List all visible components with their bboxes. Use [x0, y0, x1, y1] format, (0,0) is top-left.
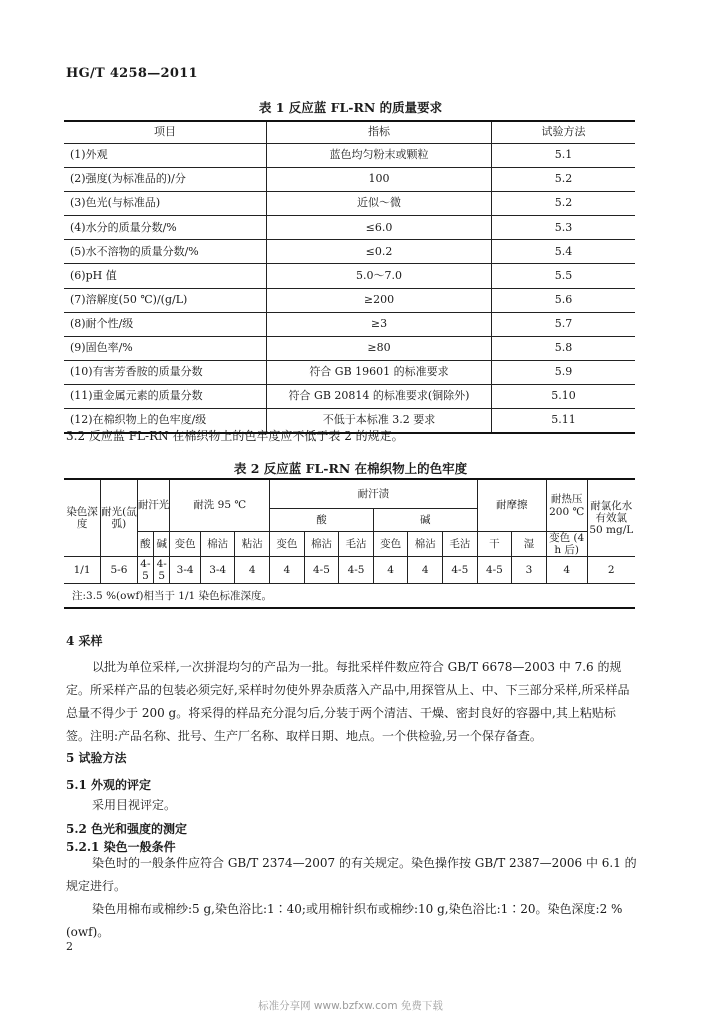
table-row	[64, 240, 635, 264]
table1-caption: 表 1 反应蓝 FL-RN 的质量要求	[258, 100, 443, 115]
table2-note: 注:3.5 %(owf)相当于 1/1 染色标准深度。	[64, 584, 635, 609]
col-header-index: 指标	[267, 121, 492, 144]
head-wet: 湿	[512, 532, 547, 557]
row-index: ≥200	[267, 288, 492, 312]
head-sub-acid: 酸	[137, 532, 153, 557]
row-item: (2)强度(为标准品的)/分	[64, 168, 267, 192]
head-alkali: 碱	[373, 509, 477, 532]
table2-note-row	[64, 584, 635, 609]
head-dry: 干	[477, 532, 512, 557]
head-stain: 粘沾	[235, 532, 270, 557]
head-wool-stain: 毛沾	[339, 532, 374, 557]
cell: 4-5	[339, 557, 374, 584]
col-header-item: 项目	[64, 121, 267, 144]
cell: 4	[546, 557, 587, 584]
head-perspiration: 耐汗渍	[270, 479, 478, 509]
section-5-2-heading: 5.2 色光和强度的测定	[66, 822, 188, 836]
colour-fastness-table	[64, 478, 635, 609]
row-item: (1)外观	[64, 144, 267, 168]
head-cotton-stain: 棉沾	[200, 532, 235, 557]
row-method: 5.7	[492, 312, 636, 336]
row-index: 符合 GB 19601 的标准要求	[267, 360, 492, 384]
head-light: 耐光(氙弧)	[101, 479, 138, 557]
row-item: (12)在棉织物上的色牢度/级	[64, 409, 267, 434]
head-dye-depth: 染色深度	[64, 479, 101, 557]
row-index: ≥3	[267, 312, 492, 336]
table-row	[64, 288, 635, 312]
table-row	[64, 144, 635, 168]
row-method: 5.10	[492, 384, 636, 408]
row-item: (8)耐个性/级	[64, 312, 267, 336]
cell: 4	[408, 557, 443, 584]
cell: 5-6	[101, 557, 138, 584]
watermark: 标准分享网 www.bzfxw.com 免费下载	[258, 1000, 443, 1012]
head-chlorine: 耐氯化水 有效氯 50 mg/L	[587, 479, 635, 557]
row-index: ≤6.0	[267, 216, 492, 240]
cell: 3-4	[200, 557, 235, 584]
quality-requirements-table	[64, 120, 635, 434]
table-header-row	[64, 121, 635, 144]
row-item: (5)水不溶物的质量分数/%	[64, 240, 267, 264]
cell: 4	[235, 557, 270, 584]
section-5-2-1-paragraph-2: 染色用棉布或棉纱:5 g,染色浴比:1∶40;或用棉针织布或棉纱:10 g,染色浴比:1∶20。染色深度:2 %(owf)。	[66, 902, 623, 939]
row-item: (7)溶解度(50 ℃)/(g/L)	[64, 288, 267, 312]
row-item: (6)pH 值	[64, 264, 267, 288]
head-ironing: 耐汗光	[137, 479, 170, 532]
page-number: 2	[66, 940, 73, 953]
section-5-2-1-heading: 5.2.1 染色一般条件	[66, 840, 176, 854]
cell: 4-5	[443, 557, 478, 584]
head-acid: 酸	[270, 509, 374, 532]
row-index: 5.0～7.0	[267, 264, 492, 288]
cell: 4-5	[137, 557, 153, 584]
cell: 4	[270, 557, 305, 584]
row-index: 近似～微	[267, 192, 492, 216]
row-index: 100	[267, 168, 492, 192]
row-method: 5.11	[492, 409, 636, 434]
row-method: 5.1	[492, 144, 636, 168]
row-index: ≥80	[267, 336, 492, 360]
table-row	[64, 264, 635, 288]
row-index: ≤0.2	[267, 240, 492, 264]
section-4-paragraph: 以批为单位采样,一次拼混均匀的产品为一批。每批采样件数应符合 GB/T 6678—2003 中 7.6 的规定。所采样产品的包装必须完好,采样时勿使外界杂质落入产品中,用探管从上、中、下三部分采样,所采样品总量不得少于 200 g。将采得的样品充分混匀后,分装于两个清洁、干燥、密封良好的容器中,其上粘贴标签。注明:产品名称、批号、生产厂名称、取样日期、地点。一个供检验,另一个保存备查。	[66, 660, 630, 743]
table2-header-row-1	[64, 479, 635, 509]
table-row	[64, 312, 635, 336]
row-method: 5.8	[492, 336, 636, 360]
table-row	[64, 192, 635, 216]
head-cotton-stain: 棉沾	[304, 532, 339, 557]
head-hot-press: 耐热压 200 ℃	[546, 479, 587, 532]
section-5-2-1-paragraph-1: 染色时的一般条件应符合 GB/T 2374—2007 的有关规定。染色操作按 GB/T 2387—2006 中 6.1 的规定进行。	[66, 856, 637, 893]
head-cotton-stain: 棉沾	[408, 532, 443, 557]
row-index: 不低于本标准 3.2 要求	[267, 409, 492, 434]
table-row	[64, 168, 635, 192]
head-change: 变色	[270, 532, 305, 557]
row-method: 5.6	[492, 288, 636, 312]
cell: 3-4	[170, 557, 201, 584]
section-5-heading: 5 试验方法	[66, 751, 127, 765]
row-item: (9)固色率/%	[64, 336, 267, 360]
row-index: 蓝色均匀粉末或颗粒	[267, 144, 492, 168]
standard-code: HG/T 4258—2011	[66, 66, 198, 81]
cell: 4-5	[154, 557, 170, 584]
row-method: 5.2	[492, 192, 636, 216]
head-sub-alkali: 碱	[154, 532, 170, 557]
cell: 4	[373, 557, 408, 584]
row-method: 5.3	[492, 216, 636, 240]
cell: 3	[512, 557, 547, 584]
head-wash: 耐洗 95 ℃	[170, 479, 270, 532]
cell: 2	[587, 557, 635, 584]
table-row	[64, 557, 635, 584]
head-change: 变色	[373, 532, 408, 557]
table2-header-row-3	[64, 532, 635, 557]
row-method: 5.4	[492, 240, 636, 264]
row-method: 5.5	[492, 264, 636, 288]
clause-3-2: 3.2 反应蓝 FL-RN 在棉织物上的色牢度应不低于表 2 的规定。	[66, 429, 404, 443]
section-5-1-text: 采用目视评定。	[92, 798, 177, 812]
cell: 4-5	[304, 557, 339, 584]
head-change-4h: 变色 (4 h 后)	[546, 532, 587, 557]
section-4-heading: 4 采样	[66, 634, 103, 648]
col-header-method: 试验方法	[492, 121, 636, 144]
row-item: (10)有害芳香胺的质量分数	[64, 360, 267, 384]
table-row	[64, 336, 635, 360]
section-5-1-heading: 5.1 外观的评定	[66, 778, 152, 792]
table-row	[64, 384, 635, 408]
row-index: 符合 GB 20814 的标准要求(铜除外)	[267, 384, 492, 408]
head-wool-stain: 毛沾	[443, 532, 478, 557]
row-item: (4)水分的质量分数/%	[64, 216, 267, 240]
row-item: (11)重金属元素的质量分数	[64, 384, 267, 408]
head-change: 变色	[170, 532, 201, 557]
cell: 1/1	[64, 557, 101, 584]
table-row	[64, 216, 635, 240]
cell: 4-5	[477, 557, 512, 584]
table2-caption: 表 2 反应蓝 FL-RN 在棉织物上的色牢度	[233, 461, 468, 476]
row-method: 5.2	[492, 168, 636, 192]
head-rubbing: 耐摩擦	[477, 479, 546, 532]
row-item: (3)色光(与标准品)	[64, 192, 267, 216]
table-row	[64, 360, 635, 384]
row-method: 5.9	[492, 360, 636, 384]
